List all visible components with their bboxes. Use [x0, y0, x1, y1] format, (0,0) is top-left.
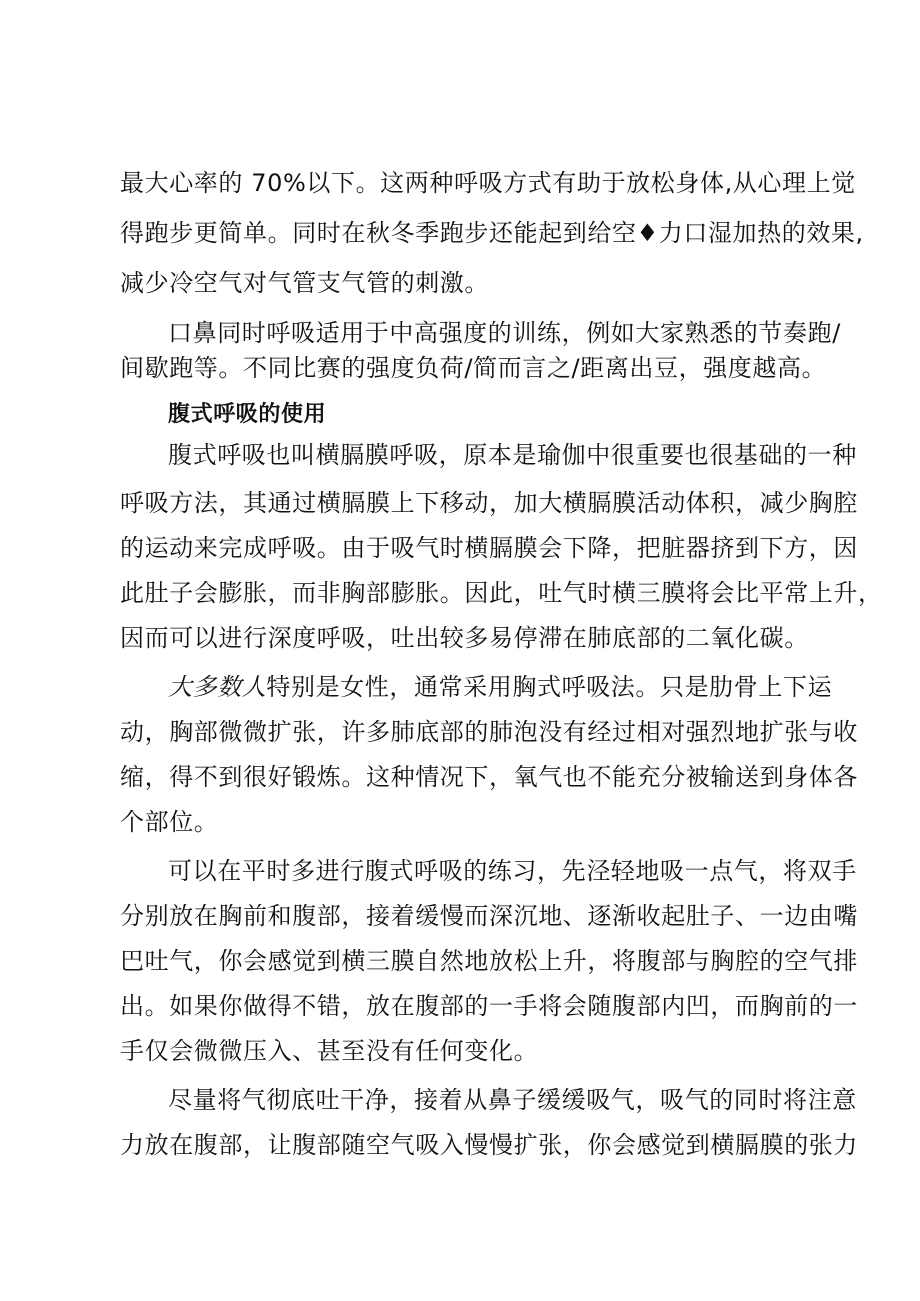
paragraph-5-line-4: 出。如果你做得不错，放在腹部的一手将会随腹部内凹，而胸前的一	[120, 992, 858, 1020]
paragraph-5-line-5: 手仅会微微压入、甚至没有任何变化。	[120, 1037, 539, 1065]
paragraph-4-line-3: 缩，得不到很好锻炼。这种情况下，氧气也不能充分被输送到身体各	[120, 763, 858, 791]
section-heading: 腹式呼吸的使用	[168, 402, 327, 427]
paragraph-3-line-1: 腹式呼吸也叫横膈膜呼吸，原本是瑜伽中很重要也很基础的一种	[168, 441, 857, 469]
paragraph-4-line-4: 个部位。	[120, 808, 219, 836]
paragraph-3-line-3: 的运动来完成呼吸。由于吸气时横膈膜会下降，把脏器挤到下方，因	[120, 534, 858, 562]
paragraph-6-line-2: 力放在腹部，让腹部随空气吸入慢慢扩张，你会感觉到横膈膜的张力	[120, 1131, 858, 1159]
paragraph-5-line-3: 巴吐气，你会感觉到横三膜自然地放松上升，将腹部与胸腔的空气排	[120, 947, 858, 975]
paragraph-5-line-2: 分别放在胸前和腹部，接着缓慢而深沉地、逐渐收起肚子、一边由嘴	[120, 902, 858, 930]
paragraph-1-line-3: 减少冷空气对气管支气管的刺激。	[120, 269, 489, 297]
paragraph-5-line-1: 可以在平时多进行腹式呼吸的练习，先泾轻地吸一点气，将双手	[168, 857, 857, 885]
paragraph-6-line-1: 尽量将气彻底吐干净，接着从鼻子缓缓吸气，吸气的同时将注意	[168, 1086, 857, 1114]
paragraph-2-line-1: 口鼻同时呼吸适用于中高强度的训练，例如大家熟悉的节奏跑/	[168, 319, 841, 347]
paragraph-1-line-1: 最大心率的 70%以下。这两种呼吸方式有助于放松身体,从心理上觉	[120, 169, 856, 197]
paragraph-3-line-2: 呼吸方法，其通过横膈膜上下移动，加大横膈膜活动体积，减少胸腔	[120, 489, 858, 517]
paragraph-3-line-5: 因而可以进行深度呼吸，吐出较多易停滞在肺底部的二氧化碳。	[120, 624, 809, 652]
paragraph-3-line-4: 此肚子会膨胀，而非胸部膨胀。因此，吐气时横三膜将会比平常上升，	[120, 579, 883, 607]
paragraph-2-line-2: 间歇跑等。不同比赛的强度负荷/简而言之/距离出豆，强度越高。	[120, 354, 827, 382]
paragraph-4-line-2: 动，胸部微微扩张，许多肺底部的肺泡没有经过相对强烈地扩张与收	[120, 718, 858, 746]
paragraph-4-line-1-rest: 特别是女性，通常采用胸式呼吸法。只是肋骨上下运	[266, 673, 833, 701]
paragraph-4-line-1	[168, 672, 833, 702]
paragraph-1-line-2: 得跑步更简单。同时在秋冬季跑步还能起到给空♦力口湿加热的效果,	[120, 219, 864, 247]
italic-lead-text: 大多数人	[168, 673, 267, 701]
